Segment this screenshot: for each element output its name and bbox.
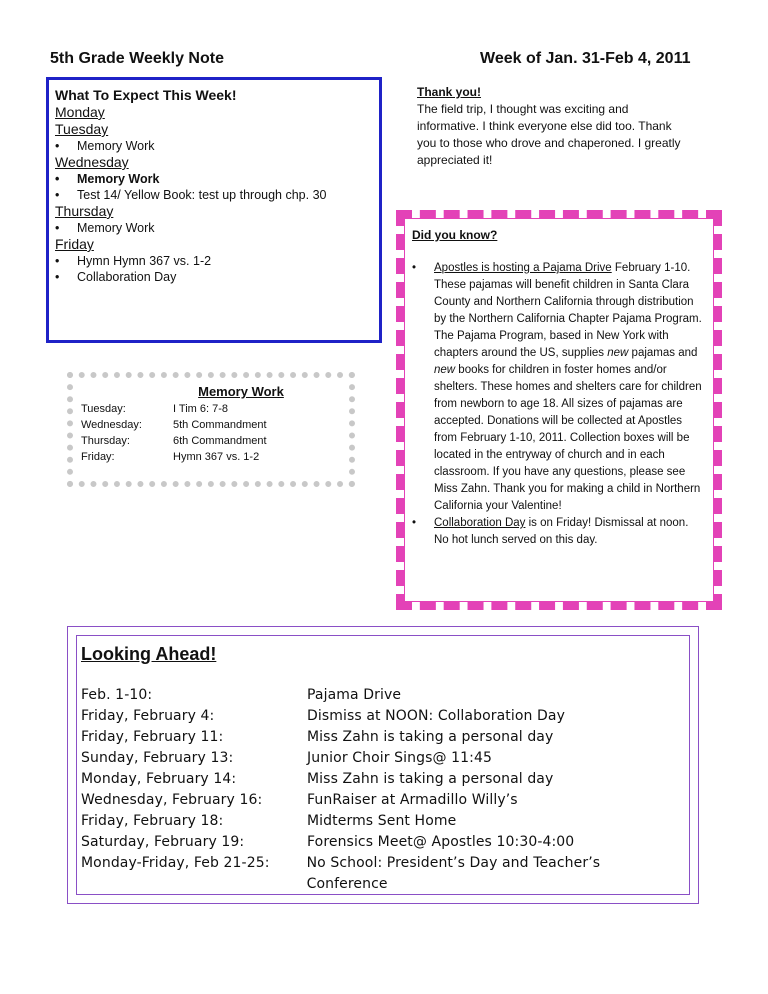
- event-row: [81, 832, 685, 853]
- event-row: [81, 748, 685, 769]
- memory-work-title: Memory Work: [198, 384, 284, 399]
- did-you-know-list: [412, 260, 706, 549]
- memory-row: [81, 449, 341, 465]
- event-description: Dismiss at NOON: Collaboration Day: [307, 708, 565, 724]
- event-row: [81, 727, 685, 748]
- pajama-drive-text: pajamas and: [628, 347, 698, 359]
- event-description: Forensics Meet@ Apostles 10:30-4:00: [307, 834, 575, 850]
- memory-text: Hymn 367 vs. 1-2: [173, 451, 260, 463]
- event-date: Sunday, February 13:: [81, 750, 234, 766]
- looking-ahead-title: Looking Ahead!: [81, 644, 217, 664]
- event-description: Miss Zahn is taking a personal day: [307, 729, 554, 745]
- thank-you-body: The field trip, I thought was exciting and informative. I think everyone else did too. Thank you to those who drove and chaperoned. I greatly appreciated it!: [417, 102, 681, 167]
- pajama-drive-text: books for children in foster homes and/or shelters. These homes and shelters care for children from newborn to age 18. All sizes of pajamas are accepted. Donations will be collected at Apostles from February 1-10, 2011. Collection boxes will be located in the entryway of church and in each classroom. If you have any questions, please see Miss Zahn. Thank you for making a child in Northern California your Valentine!: [434, 364, 702, 512]
- emphasis: new: [434, 364, 456, 376]
- memory-day: Friday:: [81, 451, 115, 463]
- did-you-know-box: [396, 210, 722, 610]
- collaboration-day-heading: Collaboration Day: [434, 517, 526, 529]
- memory-row: [81, 417, 341, 433]
- event-date: Saturday, February 19:: [81, 834, 245, 850]
- thank-you-title: Thank you!: [417, 85, 482, 99]
- day-task-list: [55, 138, 373, 154]
- memory-work-list: [81, 401, 341, 465]
- event-description: FunRaiser at Armadillo Willy’s: [307, 792, 518, 808]
- list-item: • Test 14/ Yellow Book: test up through chp. 30: [55, 187, 373, 203]
- memory-text: 5th Commandment: [173, 419, 267, 431]
- memory-text: I Tim 6: 7-8: [173, 403, 229, 415]
- day-task-list: [55, 171, 373, 203]
- list-item: • Memory Work: [55, 220, 373, 236]
- day-heading-thursday: Thursday: [55, 203, 114, 219]
- event-row: [81, 685, 685, 706]
- event-description: Midterms Sent Home: [307, 813, 457, 829]
- day-heading-tuesday: Tuesday: [55, 121, 109, 137]
- memory-day: Thursday:: [81, 435, 130, 447]
- collaboration-day-text: is on Friday! Dismissal at noon. No hot lunch served on this day.: [434, 517, 689, 546]
- event-description: Miss Zahn is taking a personal day: [307, 771, 554, 787]
- day-heading-monday: Monday: [55, 104, 105, 120]
- emphasis: new: [607, 347, 629, 359]
- event-date: Friday, February 4:: [81, 708, 215, 724]
- pajama-drive-heading: Apostles is hosting a Pajama Drive: [434, 262, 612, 274]
- looking-ahead-box: [67, 626, 699, 904]
- list-item: [412, 515, 706, 549]
- event-row: [81, 790, 685, 811]
- pajama-drive-text: February 1-10. These pajamas will benefit children in Santa Clara County and Northern California through distribution by the Northern California Chapter Pajama Program. The Pajama Program, based in New York with chapters around the US, supplies: [434, 262, 702, 359]
- event-description: Junior Choir Sings@ 11:45: [307, 750, 492, 766]
- memory-row: [81, 401, 341, 417]
- thank-you-note: [417, 84, 692, 169]
- memory-work-box: [67, 372, 355, 487]
- week-schedule-title: What To Expect This Week!: [55, 87, 237, 103]
- list-item: [412, 260, 706, 515]
- memory-day: Tuesday:: [81, 403, 126, 415]
- memory-row: [81, 433, 341, 449]
- day-task-list: [55, 220, 373, 236]
- event-date: Friday, February 11:: [81, 729, 224, 745]
- event-date: Feb. 1-10:: [81, 687, 153, 703]
- newsletter-title: 5th Grade Weekly Note: [50, 50, 224, 67]
- list-item: • Memory Work: [55, 171, 373, 187]
- list-item: • Memory Work: [55, 138, 373, 154]
- did-you-know-title: Did you know?: [412, 228, 498, 242]
- week-days: [55, 104, 373, 285]
- event-date: Monday-Friday, Feb 21-25:: [81, 855, 270, 871]
- event-row: [81, 769, 685, 790]
- event-date: Wednesday, February 16:: [81, 792, 263, 808]
- day-heading-friday: Friday: [55, 236, 94, 252]
- list-item: • Collaboration Day: [55, 269, 373, 285]
- looking-ahead-inner: [76, 635, 690, 895]
- list-item: • Hymn Hymn 367 vs. 1-2: [55, 253, 373, 269]
- event-date: Friday, February 18:: [81, 813, 224, 829]
- event-row: [81, 706, 685, 727]
- week-schedule-box: [46, 77, 382, 343]
- day-task-list: [55, 253, 373, 285]
- day-heading-wednesday: Wednesday: [55, 154, 129, 170]
- event-description: No School: President’s Day and Teacher’s Conference: [306, 855, 601, 892]
- memory-day: Wednesday:: [81, 419, 142, 431]
- memory-text: 6th Commandment: [173, 435, 267, 447]
- event-description: Pajama Drive: [307, 687, 402, 703]
- week-date: Week of Jan. 31-Feb 4, 2011: [480, 50, 691, 67]
- event-date: Monday, February 14:: [81, 771, 237, 787]
- event-row: [81, 853, 685, 895]
- event-row: [81, 811, 685, 832]
- looking-ahead-list: [81, 685, 685, 895]
